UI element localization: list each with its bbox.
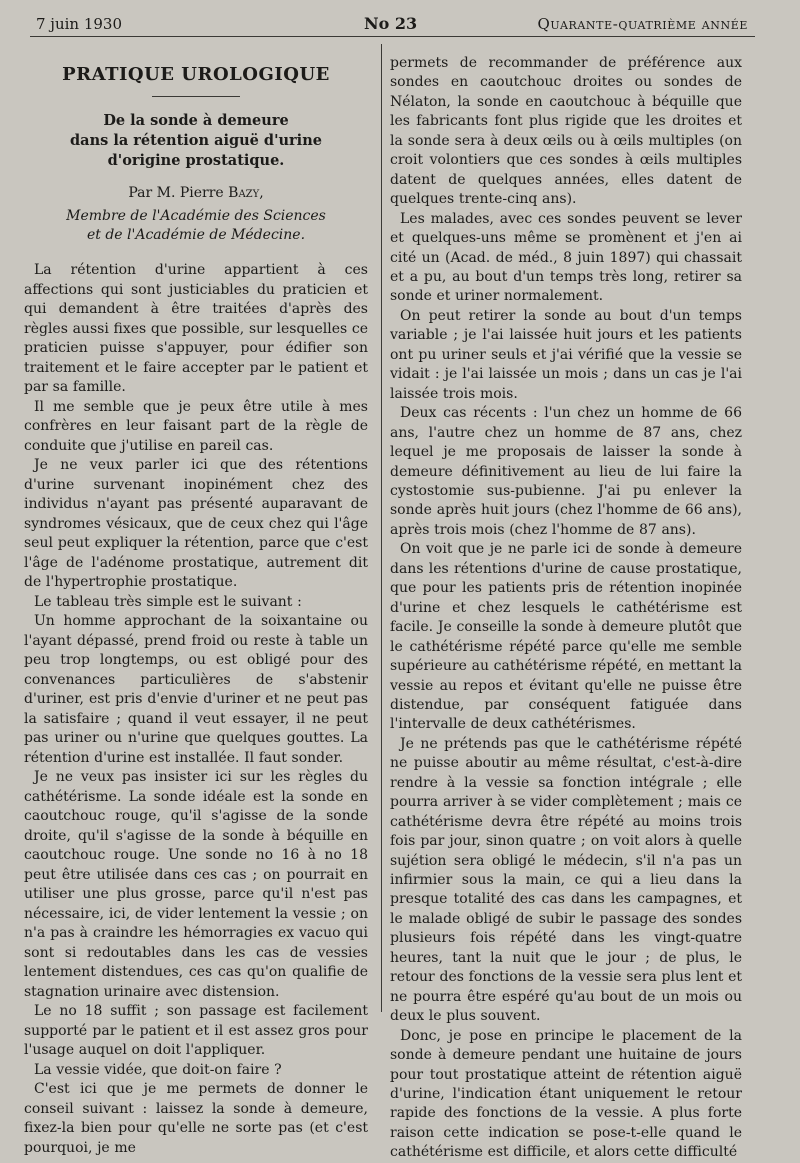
section-title: PRATIQUE UROLOGIQUE — [62, 64, 330, 85]
paragraph: La rétention d'urine appartient à ces affections qui sont justiciables du praticien et qui demandent à être traitées d'après des règles aussi fixes que possible, sur lesquelles ce praticien puisse s'appuyer, pour édifier son traitement et le faire accepter par le patient et par sa famille. — [24, 262, 368, 395]
affiliation-line: Membre de l'Académie des Sciences — [66, 208, 326, 224]
header-issue-number: No 23 — [364, 14, 418, 33]
paragraph: Je ne prétends pas que le cathétérisme répété ne puisse aboutir au même résultat, c'est-à-dire rendre à la vessie sa fonction intégrale ; elle pourra arriver à se vider complètement ; mais ce cathétérisme devra être répété au moins trois fois par jour, sinon quatre ; on voit alors à quelle sujétion sera obligé le médecin, s'il n'a pas un infirmier sous la main, ce qui a lieu dans la presque totalité des cas dans les campagnes, et le malade obligé de subir le passage des sondes plusieurs fois répété dans les vingt-quatre heures, tant la nuit que le jour ; de plus, le retour des fonctions de la vessie sera plus lent et ne pourra être espéré qu'au bout de un mois ou deux le plus souvent. — [390, 735, 742, 1025]
header-rule — [30, 36, 755, 37]
byline — [24, 183, 368, 203]
title-rule — [152, 96, 240, 97]
byline-prefix: Par M. Pierre — [128, 185, 229, 201]
paragraph: Il me semble que je peux être utile à mes confrères en leur faisant part de la règle de conduite que j'utilise en pareil cas. — [24, 398, 368, 454]
subtitle-line: De la sonde à demeure — [103, 112, 289, 129]
paragraph: Le tableau très simple est le suivant : — [34, 593, 302, 610]
article-subtitle — [24, 111, 368, 171]
right-column — [390, 54, 742, 1163]
left-column — [24, 60, 368, 1158]
paragraph: On voit que je ne parle ici de sonde à demeure dans les rétentions d'urine de cause prostatique, que pour les patients pris de rétention inopinée d'urine et chez lesquels le cathétérisme est facile. Je conseille la sonde à demeure plutôt que le cathétérisme répété parce qu'elle me semble supérieure au cathétérisme répété, en mettant la vessie au repos et évitant qu'elle ne puisse être distendue, par conséquent fatiguée dans l'intervalle de deux cathétérismes. — [390, 541, 742, 733]
paragraph: Donc, je pose en principe le placement de la sonde à demeure pendant une huitaine de jours pour tout prostatique atteint de rétention aiguë d'urine, l'indication étant uniquement le retour rapide des fonctions de la vessie. A plus forte raison cette indication se pose-t-elle quand le cathétérisme est difficile, et alors cette difficulté — [390, 1027, 742, 1161]
paragraph: La vessie vidée, que doit-on faire ? — [34, 1061, 282, 1078]
subtitle-line: dans la rétention aiguë d'urine — [70, 132, 322, 149]
paragraph: Le no 18 suffit ; son passage est facilement supporté par le patient et il est assez gros pour l'usage auquel on doit l'appliquer. — [24, 1003, 368, 1058]
running-header — [36, 14, 748, 38]
header-year: Quarante-quatrième année — [537, 15, 748, 33]
author-affiliation — [24, 207, 368, 245]
paragraph: Deux cas récents : l'un chez un homme de 66 ans, l'autre chez un homme de 87 ans, chez lequel je me proposais de laisser la sonde à demeure définitivement au lieu de lui faire la cystostomie sus-pubienne. J'ai pu enlever la sonde après huit jours (chez l'homme de 66 ans), après trois mois (chez l'homme de 87 ans). — [390, 405, 742, 538]
column-rule — [381, 44, 382, 1012]
header-date: 7 juin 1930 — [36, 15, 123, 33]
paragraph: C'est ici que je me permets de donner le conseil suivant : laissez la sonde à demeure, fixez-la bien pour qu'elle ne sorte pas (et c'est pourquoi, je me — [24, 1081, 368, 1156]
paragraph: Un homme approchant de la soixantaine ou l'ayant dépassé, prend froid ou reste à table un peu trop longtemps, ou est obligé pour des convenances particulières de s'abstenir d'uriner, est pris d'envie d'uriner et ne peut pas la satisfaire ; quand il veut essayer, il ne peut pas uriner ou n'urine que quelques gouttes. La rétention d'urine est installée. Il faut sonder. — [24, 613, 368, 766]
author-surname: Bazy, — [228, 185, 264, 201]
paragraph: Je ne veux pas insister ici sur les règles du cathétérisme. La sonde idéale est la sonde en caoutchouc rouge, qu'il s'agisse de la sonde droite, qu'il s'agisse de la sonde à béquille en caoutchouc rouge. Une sonde no 16 à no 18 peut être utilisée dans ces cas ; on pourrait en utiliser une plus grosse, parce qu'il n'est pas nécessaire, ici, de vider lentement la vessie ; on n'a pas à craindre les hémorragies ex vacuo qui sont si redoutables dans les cas de vessies lentement distendues, ces cas qu'on qualifie de stagnation urinaire avec distension. — [24, 769, 368, 1000]
paragraph: Les malades, avec ces sondes peuvent se lever et quelques-uns même se promènent et j'en ai cité un (Acad. de méd., 8 juin 1897) qui chassait et a pu, au bout d'un temps très long, retirer sa sonde et uriner normalement. — [390, 210, 742, 305]
paragraph-continued: permets de recommander de préférence aux sondes en caoutchouc droites ou sondes de Nélaton, la sonde en caoutchouc à béquille que les fabricants font plus rigide que les droites et la sonde sera à deux œils ou à œils multiples (on croit volontiers que ces sondes à œils multiples datent de quelques années, elles datent de quelques trente-cinq ans). — [390, 55, 742, 208]
paragraph: Je ne veux parler ici que des rétentions d'urine survenant inopinément chez des individus n'ayant pas présenté auparavant de syndromes vésicaux, que de ceux chez qui l'âge seul peut expliquer la rétention, parce que c'est l'âge de l'adénome prostatique, autrement dit de l'hypertrophie prostatique. — [24, 457, 368, 590]
paragraph: On peut retirer la sonde au bout d'un temps variable ; je l'ai laissée huit jours et les patients ont pu uriner seuls et j'ai vérifié que la vessie se vidait : je l'ai laissée un mois ; dans un cas je l'ai laissée trois mois. — [390, 307, 742, 402]
affiliation-line: et de l'Académie de Médecine. — [86, 227, 306, 243]
subtitle-line: d'origine prostatique. — [107, 152, 285, 169]
